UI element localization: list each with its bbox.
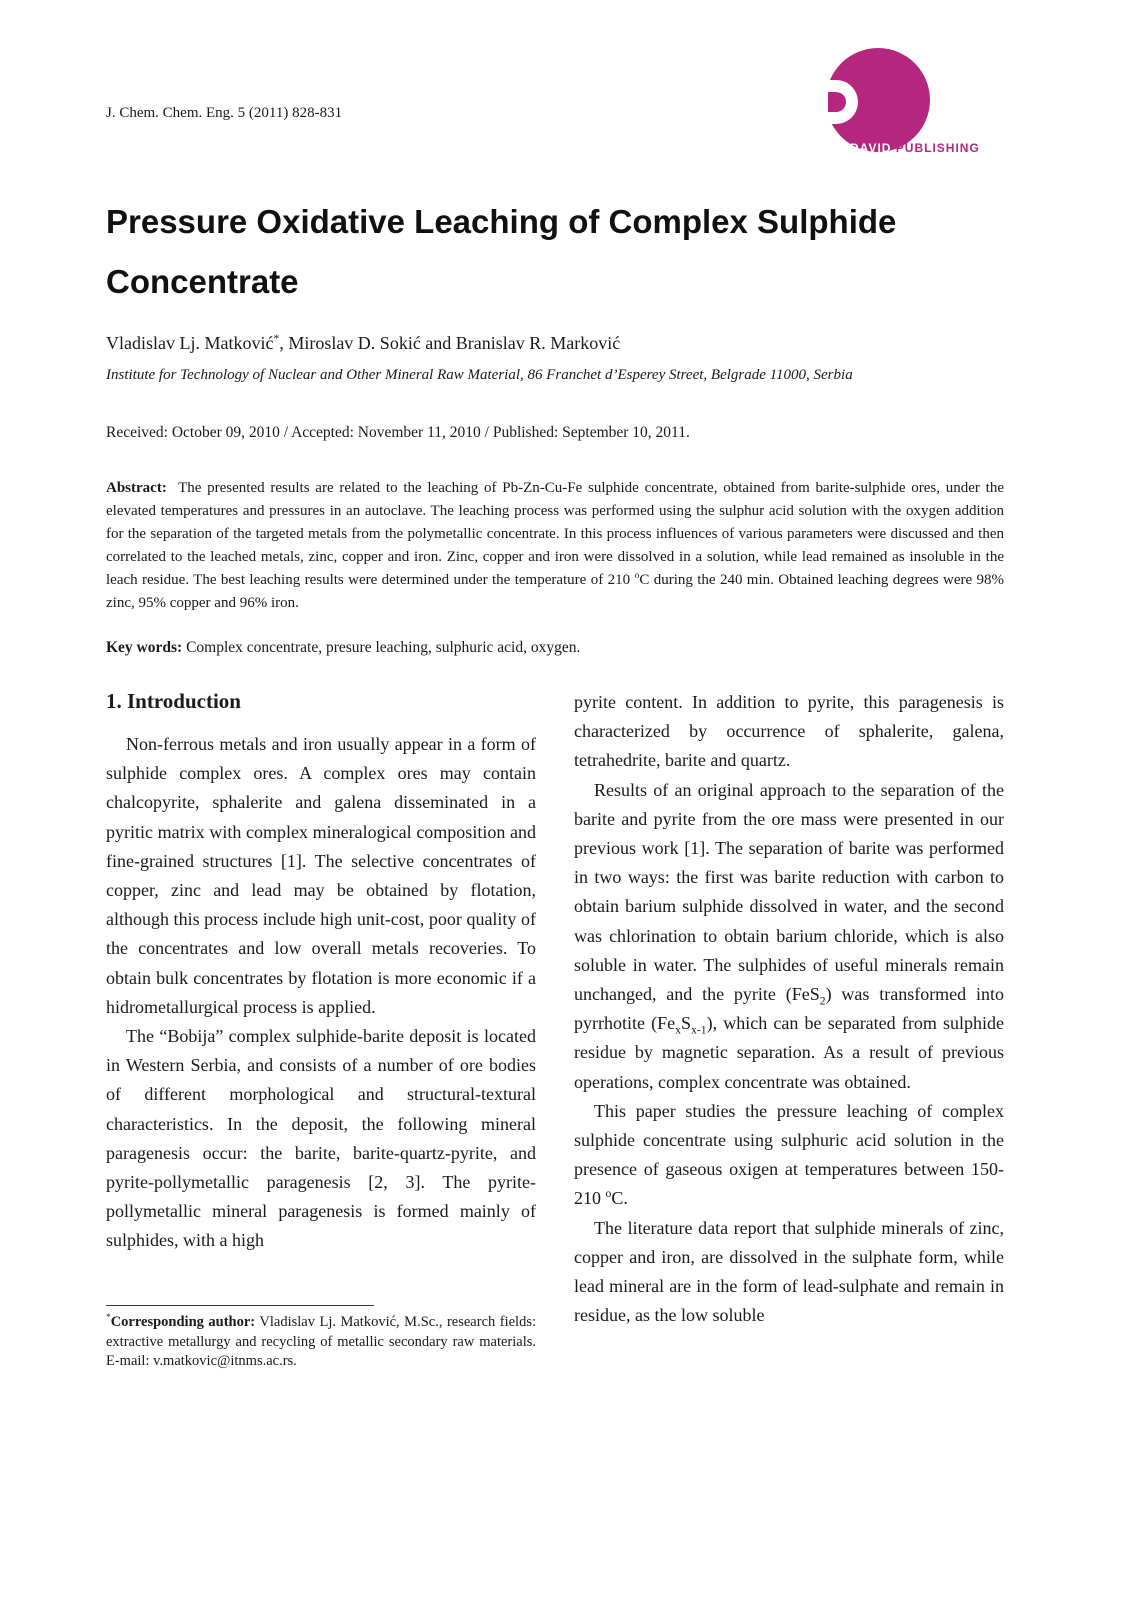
- title-line-2: Concentrate: [106, 263, 299, 300]
- paragraph: Non-ferrous metals and iron usually appear in a form of sulphide complex ores. A complex ores may contain chalcopyrite, sphalerite and galena disseminated in a pyritic matrix with complex mineralogical composition and fine-grained structures [1]. The selective concentrates of copper, zinc and lead may be obtained by flotation, although this process include high unit-cost, poor quality of the concentrates and low overall metals recoveries. To obtain bulk concentrates by flotation is more economic if a hidrometallurgical process is applied.: [106, 734, 536, 1017]
- publication-dates: Received: October 09, 2010 / Accepted: November 11, 2010 / Published: September 10, 2011.: [106, 424, 690, 441]
- paper-title: [106, 192, 1006, 312]
- affiliation: Institute for Technology of Nuclear and Other Mineral Raw Material, 86 Franchet d’Esperey Street, Belgrade 11000, Serbia: [106, 367, 853, 383]
- footnote: *Corresponding author: Vladislav Lj. Matković, M.Sc., research fields: extractive metallurgy and recycling of metallic secondary raw materials. E-mail: v.matkovic@itnms.ac.rs.: [106, 1313, 537, 1369]
- author-list: Vladislav Lj. Matković*, Miroslav D. Sokić and Branislav R. Marković: [106, 332, 621, 353]
- keywords: Key words: Complex concentrate, presure leaching, sulphuric acid, oxygen.: [106, 639, 581, 656]
- keywords-label: Key words:: [106, 639, 183, 656]
- paragraph: This paper studies the pressure leaching of complex sulphide concentrate using sulphuric acid solution in the presence of gaseous oxigen at temperatures between 150-210 $^o$C.: [574, 1100, 1004, 1209]
- footnote-divider: [106, 1305, 374, 1306]
- paragraph: pyrite content. In addition to pyrite, this paragenesis is characterized by occurrence of sphalerite, galena, tetrahedrite, barite and quartz.: [574, 692, 1004, 771]
- left-column: [106, 730, 536, 1256]
- title-line-1: Pressure Oxidative Leaching of Complex Sulphide: [106, 203, 897, 240]
- paragraph: Results of an original approach to the separation of the barite and pyrite from the ore mass were presented in our previous work [1]. The separation of barite was performed in two ways: the first was barite reduction with carbon to obtain barium sulphide dissolved in water, and the second was chlorination to obtain barium chloride, which is also soluble in water. The sulphides of useful minerals remain unchanged, and the pyrite (FeS$_2$) was transformed into pyrrhotite $(Fe_xS_{x-1})$, which can be separated from sulphide residue by magnetic separation. As a result of previous operations, complex concentrate was obtained.: [574, 779, 1004, 1092]
- publisher-logo: [810, 44, 1010, 164]
- right-column: [574, 688, 1004, 1330]
- paragraph: The literature data report that sulphide minerals of zinc, copper and iron, are dissolved in the sulphate form, while lead mineral are in the form of lead-sulphate and remain in residue, as the low soluble: [574, 1217, 1004, 1326]
- journal-reference: J. Chem. Chem. Eng. 5 (2011) 828-831: [106, 105, 343, 121]
- paragraph: The “Bobija” complex sulphide-barite deposit is located in Western Serbia, and consists of a number of ore bodies of different morphological and structural-textural characteristics. In the deposit, the following mineral paragenesis occur: the barite, barite-quartz-pyrite, and pyrite-pollymetallic paragenesis [2, 3]. The pyrite-pollymetallic mineral paragenesis is formed mainly of sulphides, with a high: [106, 1026, 536, 1251]
- section-heading: 1. Introduction: [106, 689, 241, 713]
- logo-d-glyph: [814, 80, 864, 124]
- logo-text: DAVID PUBLISHING: [850, 141, 980, 155]
- abstract-label: Abstract:: [106, 480, 167, 496]
- abstract: Abstract: The presented results are related to the leaching of Pb-Zn-Cu-Fe sulphide concentrate, obtained from barite-sulphide ores, under the elevated temperatures and pressures in an autoclave. The leaching process was performed using the sulphur acid solution with the oxygen addition for the separation of the targeted metals from the polymetallic concentrate. In this process influences of various parameters were discussed and then correlated to the leached metals, zinc, copper and iron. Zinc, copper and iron were dissolved in a solution, while lead remained as insoluble in the leach residue. The best leaching results were determined under the temperature of 210 $^o$C during the 240 min. Obtained leaching degrees were 98% zinc, 95% copper and 96% iron.: [106, 480, 1004, 611]
